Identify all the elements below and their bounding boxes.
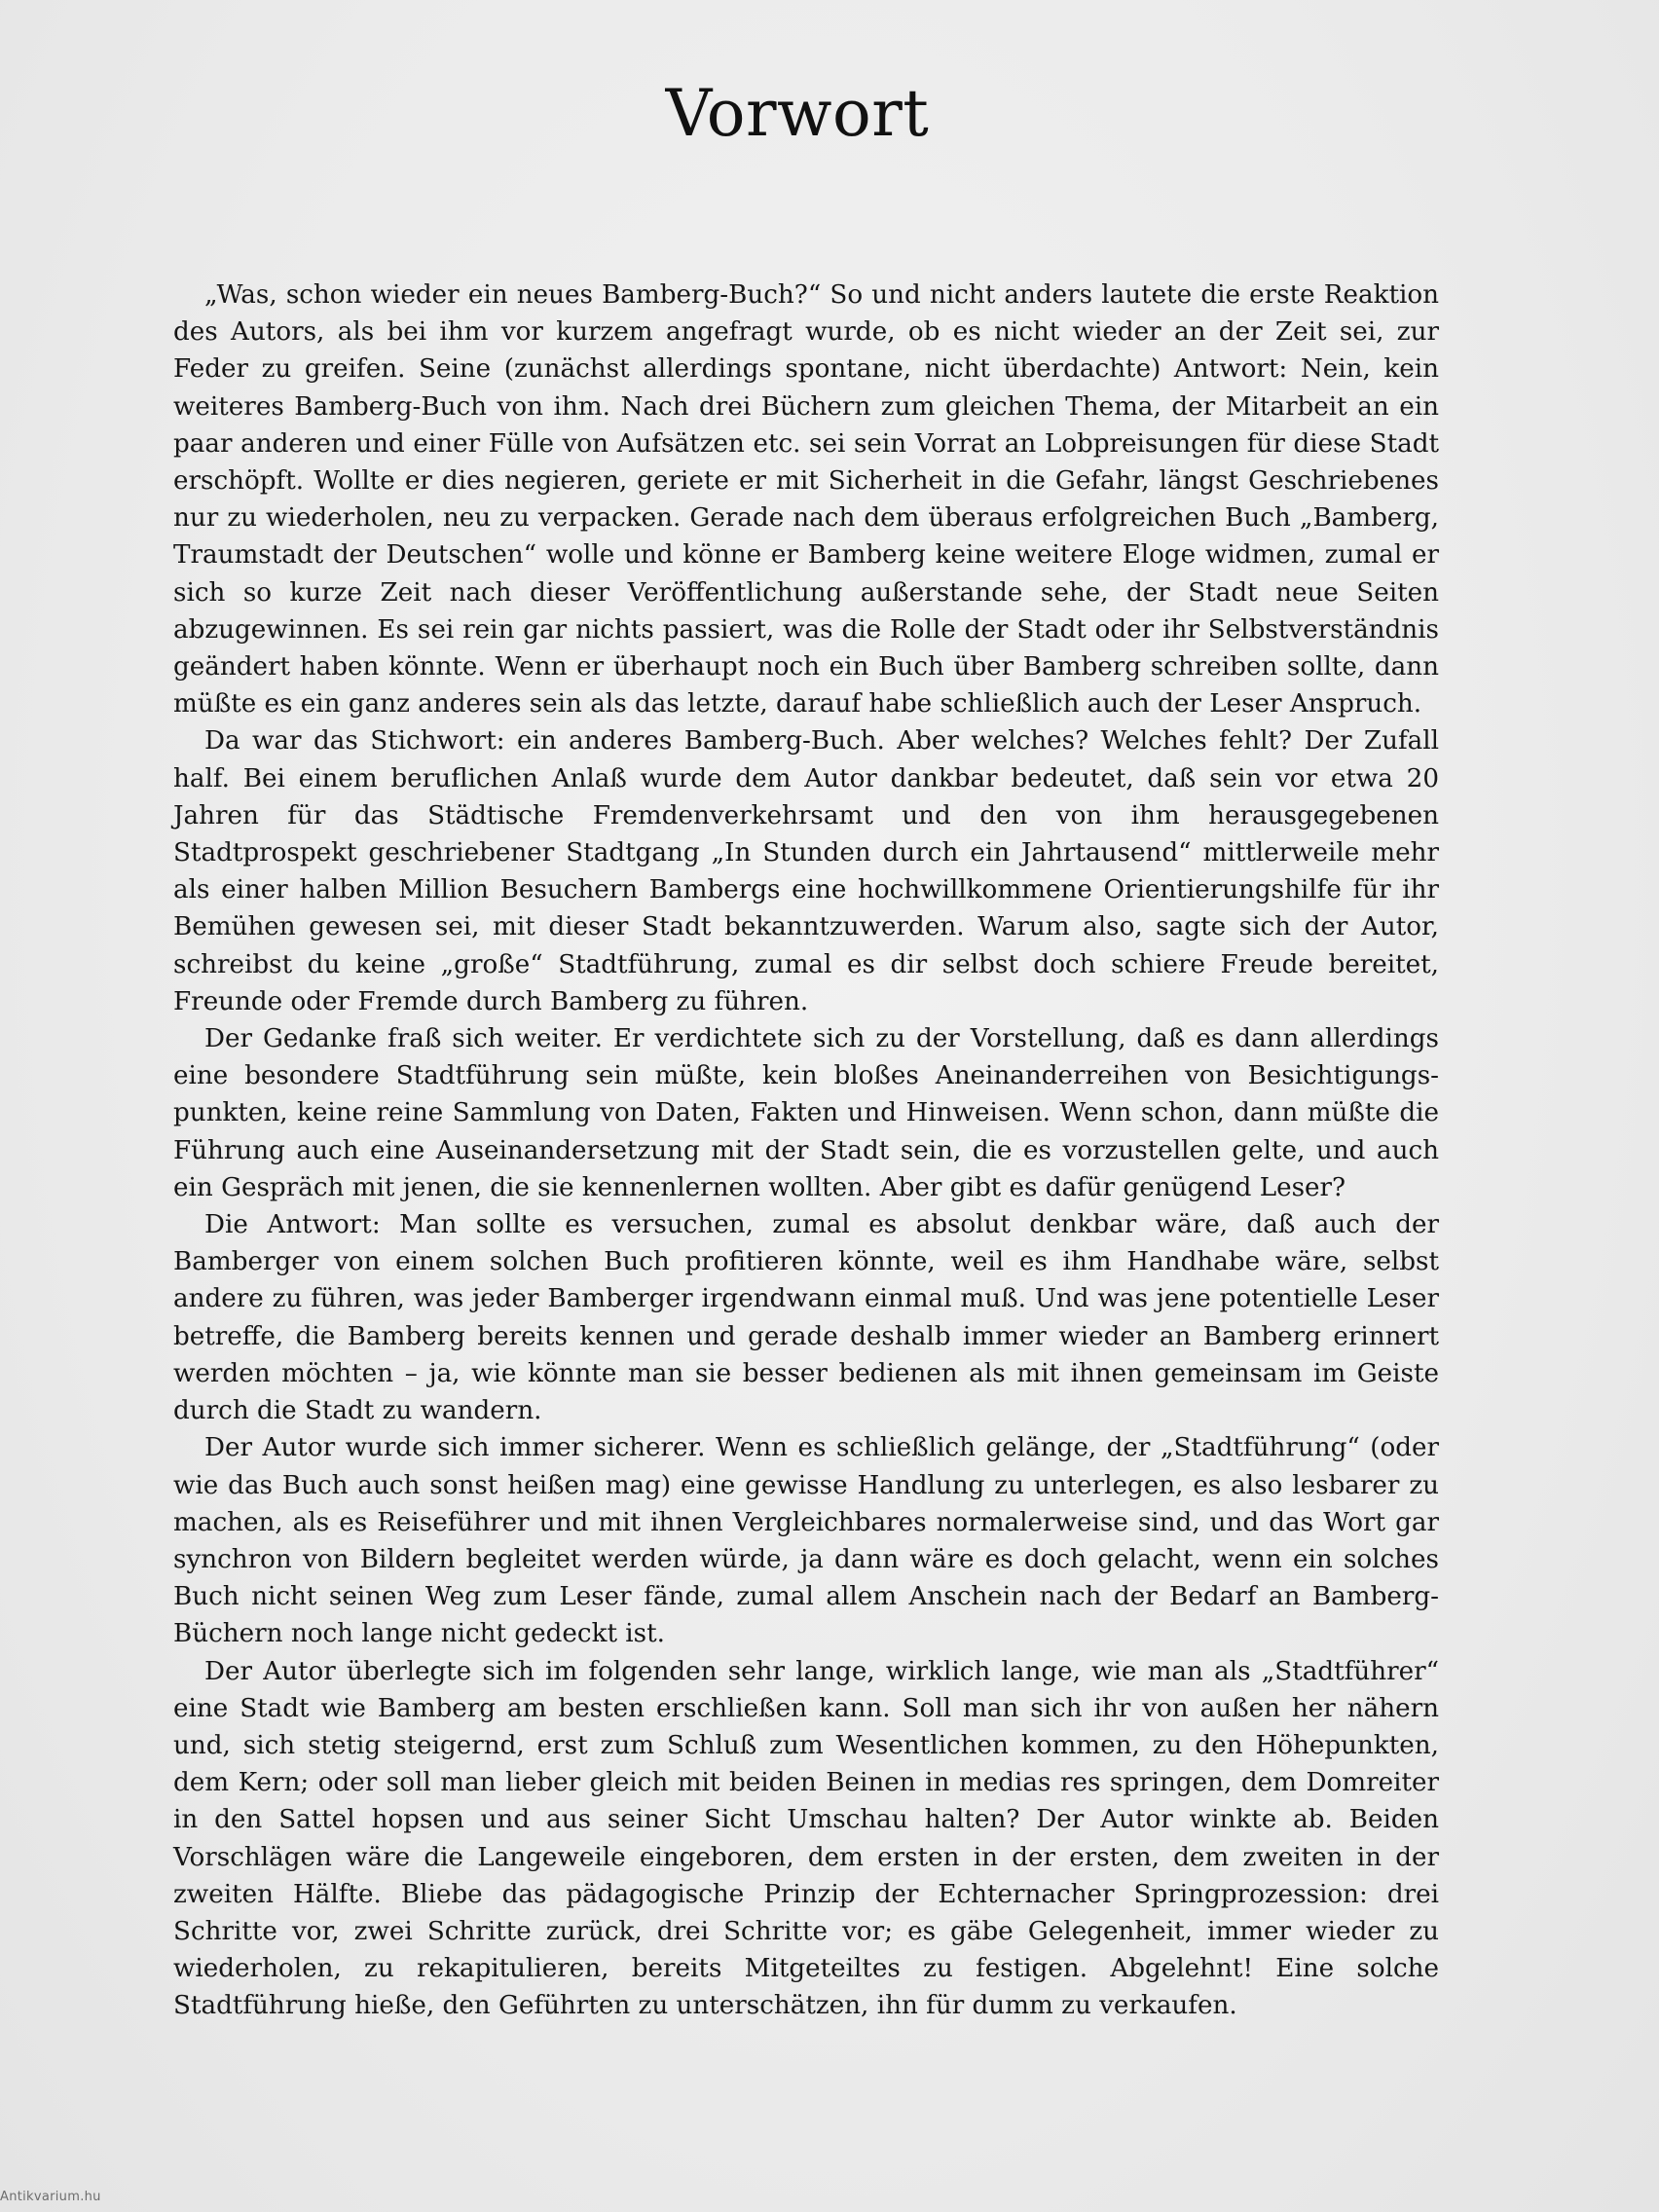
page-title: Vorwort: [665, 76, 930, 151]
paragraph-3: Der Gedanke fraß sich weiter. Er verdichtete sich zu der Vorstellung, daß es dann allerdings eine besondere Stadtführung sein müßte, kein bloßes Aneinanderreihen von Besichtigungspunkten, keine reine Sammlung von Daten, Fakten und Hinweisen. Wenn schon, dann müßte die Führung auch eine Auseinandersetzung mit der Stadt sein, die es vorzustellen gelte, und auch ein Gespräch mit jenen, die sie kennenlernen wollten. Aber gibt es dafür genügend Leser?: [173, 1024, 1439, 1202]
paragraph-1: „Was, schon wieder ein neues Bamberg-Buch?“ So und nicht anders lautete die erste Reaktion des Autors, als bei ihm vor kurzem angefragt wurde, ob es nicht wieder an der Zeit sei, zur Feder zu greifen. Seine (zunächst allerdings spontane, nicht überdachte) Antwort: Nein, kein weiteres Bamberg-Buch von ihm. Nach drei Büchern zum gleichen Thema, der Mitarbeit an ein paar anderen und einer Fülle von Aufsätzen etc. sei sein Vorrat an Lobpreisungen für diese Stadt erschöpft. Wollte er dies negieren, geriete er mit Sicherheit in die Gefahr, längst Geschriebenes nur zu wiederholen, neu zu verpacken. Gerade nach dem überaus erfolgreichen Buch „Bamberg, Traumstadt der Deutschen“ wolle und könne er Bamberg keine weitere Eloge widmen, zumal er sich so kurze Zeit nach dieser Veröffentlichung außerstande sehe, der Stadt neue Seiten abzugewinnen. Es sei rein gar nichts passiert, was die Rolle der Stadt oder ihr Selbstverständnis geändert haben könnte. Wenn er überhaupt noch ein Buch über Bamberg schreiben sollte, dann müßte es ein ganz anderes sein als das letzte, darauf habe schließlich auch der Leser Anspruch.: [173, 280, 1439, 719]
paragraph-6: Der Autor überlegte sich im folgenden sehr lange, wirklich lange, wie man als „Stadtführer“ eine Stadt wie Bamberg am besten erschließen kann. Soll man sich ihr von außen her nähern und, sich stetig steigernd, erst zum Schluß zum Wesentlichen kommen, zu den Höhepunkten, dem Kern; oder soll man lieber gleich mit beiden Beinen in medias res springen, dem Domreiter in den Sattel hopsen und aus seiner Sicht Umschau halten? Der Autor winkte ab. Beiden Vorschlägen wäre die Langeweile eingeboren, dem ersten in der ersten, dem zweiten in der zweiten Hälfte. Bliebe das pädagogische Prinzip der Echternacher Springprozession: drei Schritte vor, zwei Schritte zurück, drei Schritte vor; es gäbe Gelegenheit, immer wieder zu wiederholen, zu rekapitulieren, bereits Mitgeteiltes zu festigen. Abgelehnt! Eine solche Stadtführung hieße, den Geführten zu unterschätzen, ihn für dumm zu verkaufen.: [173, 1656, 1439, 2021]
paragraph-5: Der Autor wurde sich immer sicherer. Wenn es schließlich gelänge, der „Stadtführung“ (oder wie das Buch auch sonst heißen mag) eine gewisse Handlung zu unterlegen, es also lesbarer zu machen, als es Reiseführer und mit ihnen Vergleichbares normalerweise sind, und das Wort gar synchron von Bildern begleitet werden würde, ja dann wäre es doch gelacht, wenn ein solches Buch nicht seinen Weg zum Leser fände, zumal allem Anschein nach der Bedarf an Bamberg-Büchern noch lange nicht gedeckt ist.: [173, 1433, 1439, 1649]
paragraph-2: Da war das Stichwort: ein anderes Bamberg-Buch. Aber welches? Welches fehlt? Der Zufall half. Bei einem beruflichen Anlaß wurde dem Autor dankbar bedeutet, daß sein vor etwa 20 Jahren für das Städtische Fremdenverkehrsamt und den von ihm herausgegebenen Stadtprospekt geschriebener Stadtgang „In Stunden durch ein Jahrtausend“ mittlerweile mehr als einer halben Million Besuchern Bambergs eine hochwillkommene Orientierungshilfe für ihr Bemühen gewesen sei, mit dieser Stadt bekanntzuwerden. Warum also, sagte sich der Autor, schreibst du keine „große“ Stadtführung, zumal es dir selbst doch schiere Freude bereitet, Freunde oder Fremde durch Bamberg zu führen.: [173, 726, 1439, 1016]
paragraph-4: Die Antwort: Man sollte es versuchen, zumal es absolut denkbar wäre, daß auch der Bamberger von einem solchen Buch profitieren könnte, weil es ihm Handhabe wäre, selbst andere zu führen, was jeder Bamberger irgendwann einmal muß. Und was jene potentielle Leser betreffe, die Bamberg bereits kennen und gerade deshalb immer wieder an Bamberg erinnert werden möchten – ja, wie könnte man sie besser bedienen als mit ihnen gemeinsam im Geiste durch die Stadt zu wandern.: [173, 1210, 1439, 1426]
body-text: [173, 276, 1439, 2025]
watermark: Antikvarium.hu: [0, 2190, 101, 2204]
